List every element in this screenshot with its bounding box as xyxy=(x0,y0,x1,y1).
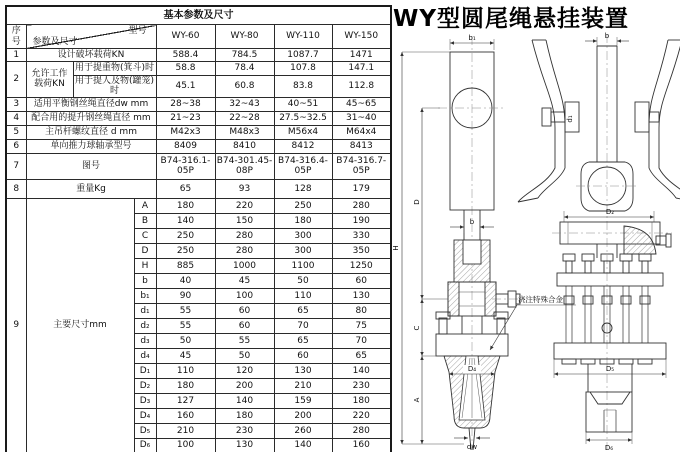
row-label: 用于提重物(箕斗)时 xyxy=(73,62,156,76)
cell-value: 45.1 xyxy=(156,76,215,98)
page-title: WY型圆尾绳悬挂装置 xyxy=(393,6,630,32)
cell-value: 107.8 xyxy=(274,62,332,76)
cell-value: 300 xyxy=(274,243,332,258)
cell-value: 1087.7 xyxy=(274,49,332,62)
cell-value: 140 xyxy=(332,363,391,378)
cell-value: 784.5 xyxy=(215,49,274,62)
cell-value: 130 xyxy=(332,288,391,303)
cell-value: 83.8 xyxy=(274,76,332,98)
cell-value: 190 xyxy=(332,213,391,228)
dim-label-b-front: b xyxy=(469,218,475,226)
cell-value: M56x4 xyxy=(274,125,332,139)
row-label: 重量Kg xyxy=(26,179,156,198)
cell-value: 110 xyxy=(274,288,332,303)
dim-symbol: d₄ xyxy=(134,348,156,363)
cell-value: 8409 xyxy=(156,139,215,153)
cell-value: 60.8 xyxy=(215,76,274,98)
spec-table-body xyxy=(6,49,391,452)
cell-value: 110 xyxy=(156,363,215,378)
row-group-label: 允许工作载荷KN xyxy=(26,62,73,98)
row-number: 7 xyxy=(6,153,26,179)
cell-value: 140 xyxy=(274,438,332,452)
cell-value: 8412 xyxy=(274,139,332,153)
front-view xyxy=(392,34,576,451)
cell-value: 300 xyxy=(274,228,332,243)
cell-value: 40~51 xyxy=(274,97,332,111)
cell-value: 60 xyxy=(215,318,274,333)
dim-label-h: H xyxy=(392,245,400,251)
dim-label-d5: D₅ xyxy=(605,365,615,373)
cell-value: M42x3 xyxy=(156,125,215,139)
cell-value: 75 xyxy=(332,318,391,333)
technical-drawing xyxy=(392,30,680,452)
cell-value: 280 xyxy=(332,423,391,438)
cell-value: 50 xyxy=(274,273,332,288)
cell-value: 65 xyxy=(274,303,332,318)
cell-value: 250 xyxy=(156,243,215,258)
cell-value: 120 xyxy=(215,363,274,378)
model-header-wy110: WY-110 xyxy=(274,25,332,49)
row-label: 配合用的提升钢丝绳直径 mm xyxy=(26,111,156,125)
dim-label-b1: b₁ xyxy=(468,34,476,42)
table-row xyxy=(6,125,391,139)
cell-value: 160 xyxy=(332,438,391,452)
cell-value: 60 xyxy=(215,303,274,318)
dim-symbol: b₁ xyxy=(134,288,156,303)
dim-symbol: C xyxy=(134,228,156,243)
cell-value: 147.1 xyxy=(332,62,391,76)
cell-value: 45~65 xyxy=(332,97,391,111)
row-label: 设计破坏载荷KN xyxy=(26,49,156,62)
cell-value: 50 xyxy=(156,333,215,348)
dim-symbol: D₃ xyxy=(134,393,156,408)
cell-value: 60 xyxy=(332,273,391,288)
cell-value: 130 xyxy=(274,363,332,378)
cell-value: 1100 xyxy=(274,258,332,273)
cell-value: 128 xyxy=(274,179,332,198)
cell-value: 27.5~32.5 xyxy=(274,111,332,125)
cell-value: 112.8 xyxy=(332,76,391,98)
diagonal-param-label: 参数及尺寸 xyxy=(32,36,78,47)
row-label: 图号 xyxy=(26,153,156,179)
cell-value: 1000 xyxy=(215,258,274,273)
cell-value: 28~38 xyxy=(156,97,215,111)
dim-label-d6: D₆ xyxy=(604,444,614,452)
dim-label-d1: d₁ xyxy=(566,115,574,123)
model-header-wy150: WY-150 xyxy=(332,25,391,49)
cell-value: B74-316.1-05P xyxy=(156,153,215,179)
cell-value: 127 xyxy=(156,393,215,408)
table-row xyxy=(6,139,391,153)
cell-value: 140 xyxy=(156,213,215,228)
cell-value: 180 xyxy=(332,393,391,408)
model-header-wy60: WY-60 xyxy=(156,25,215,49)
model-header-row xyxy=(6,25,391,49)
dim-symbol: d₁ xyxy=(134,303,156,318)
cell-value: 588.4 xyxy=(156,49,215,62)
row-label: 单向推力球轴承型号 xyxy=(26,139,156,153)
dim-symbol: b xyxy=(134,273,156,288)
spec-table xyxy=(5,5,392,452)
cell-value: 200 xyxy=(274,408,332,423)
cell-value: B74-301.45-08P xyxy=(215,153,274,179)
cell-value: 21~23 xyxy=(156,111,215,125)
dim-label-d4: D₄ xyxy=(467,365,477,373)
side-view xyxy=(518,32,680,452)
table-row xyxy=(6,198,391,213)
dim-label-a: A xyxy=(413,397,421,403)
cell-value: 50 xyxy=(215,348,274,363)
cell-value: 65 xyxy=(332,348,391,363)
table-row xyxy=(6,179,391,198)
cell-value: 1471 xyxy=(332,49,391,62)
row-number: 4 xyxy=(6,111,26,125)
cell-value: 180 xyxy=(156,378,215,393)
cell-value: 22~28 xyxy=(215,111,274,125)
dim-symbol: A xyxy=(134,198,156,213)
dim-symbol: D₅ xyxy=(134,423,156,438)
cell-value: 140 xyxy=(215,393,274,408)
cell-value: 8410 xyxy=(215,139,274,153)
dim-label-d: D xyxy=(413,199,421,205)
table-header-row xyxy=(6,6,391,25)
cell-value: 130 xyxy=(215,438,274,452)
cell-value: 40 xyxy=(156,273,215,288)
row-label: 用于提人及物(罐笼)时 xyxy=(74,76,155,97)
row-number: 2 xyxy=(6,62,26,98)
cell-value: 80 xyxy=(332,303,391,318)
cell-value: 31~40 xyxy=(332,111,391,125)
cell-value: 330 xyxy=(332,228,391,243)
cell-value: 160 xyxy=(156,408,215,423)
row-number: 9 xyxy=(6,198,26,452)
row-number: 3 xyxy=(6,97,26,111)
cell-value: 60 xyxy=(274,348,332,363)
cell-value: 220 xyxy=(332,408,391,423)
cell-value: 350 xyxy=(332,243,391,258)
cell-value: B74-316.7-05P xyxy=(332,153,391,179)
cell-value: 93 xyxy=(215,179,274,198)
cell-value: 58.8 xyxy=(156,62,215,76)
table-row xyxy=(6,49,391,62)
cell-value: 180 xyxy=(156,198,215,213)
dim-symbol: d₂ xyxy=(134,318,156,333)
cell-value: M64x4 xyxy=(332,125,391,139)
dim-label-dw: dw xyxy=(466,443,478,451)
row-number: 5 xyxy=(6,125,26,139)
table-title: 基本参数及尺寸 xyxy=(6,6,391,25)
cell-value: 230 xyxy=(332,378,391,393)
cell-value: 885 xyxy=(156,258,215,273)
col-index-header: 序号 xyxy=(6,25,26,49)
cell-value: 210 xyxy=(274,378,332,393)
table-row xyxy=(6,153,391,179)
table-row xyxy=(6,62,391,76)
cell-value: 78.4 xyxy=(215,62,274,76)
cell-value: 90 xyxy=(156,288,215,303)
cell-value: 65 xyxy=(156,179,215,198)
row-number: 1 xyxy=(6,49,26,62)
cell-value: 230 xyxy=(215,423,274,438)
dim-symbol: D₂ xyxy=(134,378,156,393)
cell-value: 250 xyxy=(156,228,215,243)
cell-value: B74-316.4-05P xyxy=(274,153,332,179)
cell-value: 55 xyxy=(215,333,274,348)
cell-value: 45 xyxy=(156,348,215,363)
cell-value: 65 xyxy=(274,333,332,348)
cell-value: 159 xyxy=(274,393,332,408)
cell-value: 180 xyxy=(215,408,274,423)
row-number: 8 xyxy=(6,179,26,198)
cell-value: 1250 xyxy=(332,258,391,273)
cell-value: 32~43 xyxy=(215,97,274,111)
cell-value: 220 xyxy=(215,198,274,213)
cell-value: 55 xyxy=(156,318,215,333)
diagonal-model-label: 型号 xyxy=(128,26,147,36)
cell-value: 280 xyxy=(215,228,274,243)
cell-value: 100 xyxy=(215,288,274,303)
dim-symbol: D₁ xyxy=(134,363,156,378)
dim-symbol: D₄ xyxy=(134,408,156,423)
row-label: 主要尺寸mm xyxy=(26,198,134,452)
cell-value: 280 xyxy=(332,198,391,213)
model-header-wy80: WY-80 xyxy=(215,25,274,49)
alloy-annotation: 浇注特殊合金 xyxy=(518,295,563,304)
cell-value: 55 xyxy=(156,303,215,318)
dim-symbol: B xyxy=(134,213,156,228)
table-row xyxy=(6,97,391,111)
dim-symbol: D₆ xyxy=(134,438,156,452)
cell-value: 180 xyxy=(274,213,332,228)
cell-value: M48x3 xyxy=(215,125,274,139)
cell-value: 8413 xyxy=(332,139,391,153)
cell-value: 280 xyxy=(215,243,274,258)
table-row xyxy=(6,111,391,125)
cell-value: 45 xyxy=(215,273,274,288)
cell-value: 250 xyxy=(274,198,332,213)
dim-label-d2: D₂ xyxy=(605,208,615,216)
dim-label-c: C xyxy=(413,325,421,331)
cell-value: 179 xyxy=(332,179,391,198)
cell-value: 260 xyxy=(274,423,332,438)
cell-value: 70 xyxy=(274,318,332,333)
dim-symbol: D xyxy=(134,243,156,258)
cell-value: 70 xyxy=(332,333,391,348)
diagonal-header-cell xyxy=(26,25,156,49)
row-number: 6 xyxy=(6,139,26,153)
row-label: 适用平衡钢丝绳直径dw mm xyxy=(26,97,156,111)
cell-value: 150 xyxy=(215,213,274,228)
cell-value: 210 xyxy=(156,423,215,438)
cell-value: 100 xyxy=(156,438,215,452)
row-label: 主吊杆螺纹直径 d mm xyxy=(26,125,156,139)
dim-symbol: d₃ xyxy=(134,333,156,348)
cell-value: 200 xyxy=(215,378,274,393)
dim-label-b-side: b xyxy=(604,32,610,40)
dim-symbol: H xyxy=(134,258,156,273)
